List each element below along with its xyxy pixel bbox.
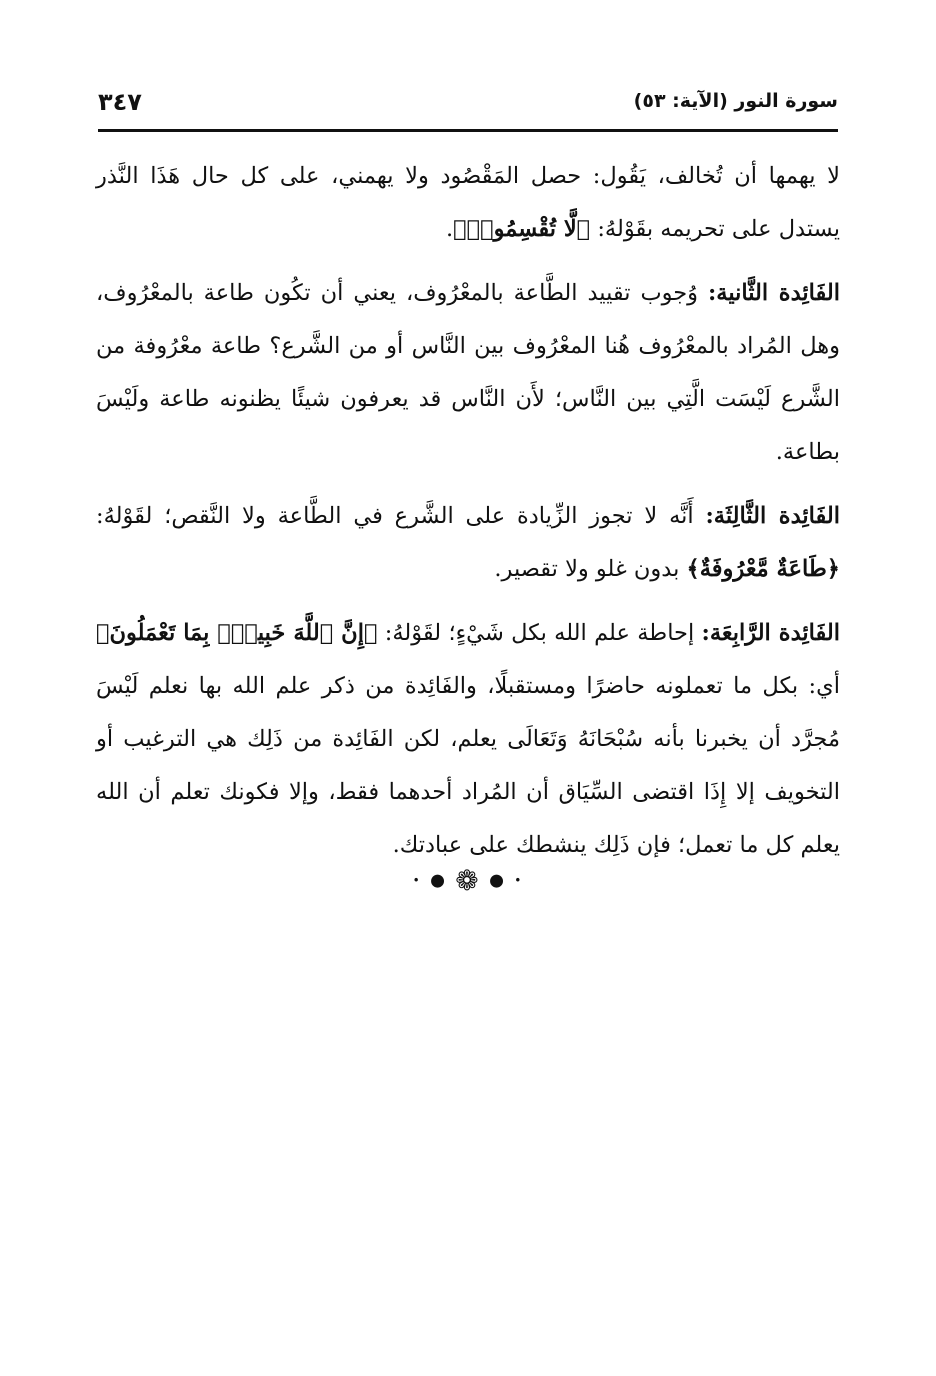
- paragraph-3-text: أَنَّه لا تجوز الزِّيادة على الشَّرع في الطَّاعة ولا النَّقص؛ لقَوْلهُ:: [96, 503, 706, 529]
- ornament-dot-icon: •: [514, 873, 524, 888]
- quran-quote-3: ﴿إِنَّ ٱللَّهَ خَبِيرٌۢ بِمَا تَعْمَلُونَ﴾: [96, 620, 378, 646]
- running-title: سورة النور (الآية: ٥٣): [633, 90, 838, 112]
- page-header: [98, 84, 838, 124]
- benefit-heading-3: الفَائِدة الثَّالِثَة:: [705, 503, 840, 529]
- paragraph-4-text: إحاطة علم الله بكل شَيْءٍ؛ لقَوْلهُ:: [377, 620, 702, 646]
- quran-quote-1: ﴿لَّا تُقْسِمُوا۟﴾: [453, 216, 591, 242]
- paragraph-1-tail: .: [445, 216, 454, 242]
- ornament-flower-icon: ❁: [455, 864, 481, 897]
- paragraph-1-text: لا يهمها أن تُخالف، يَقُول: حصل المَقْصُود ولا يهمني، على كل حال هَذَا النَّذر يستدل على تحريمه بقَوْلهُ:: [96, 163, 840, 242]
- paragraph-1: [96, 150, 840, 256]
- paragraph-4: [96, 607, 840, 872]
- paragraph-4-tail: أي: بكل ما تعملونه حاضرًا ومستقبلًا، والفَائِدة من ذكر علم الله بها نعلم لَيْسَ مُجرَّد أن يخبرنا بأنه سُبْحَانَهُ وَتَعَالَى يعلم، لكن الفَائِدة من ذَلِك هي الترغيب أو التخويف إلا إِذَا اقتضى السِّيَاق أن المُراد أحدهما فقط، وإلا فكونك تعلم أن الله يعلم كل ما تعمل؛ فإن ذَلِك ينشطك على عبادتك.: [96, 673, 840, 858]
- paragraph-3-tail: بدون غلو ولا تقصير.: [494, 556, 687, 582]
- paragraph-2-text: وُجوب تقييد الطَّاعة بالمعْرُوف، يعني أن تكُون طاعة بالمعْرُوف، وهل المُراد بالمعْرُوف هُنا المعْرُوف بين النَّاس أو من الشَّرع؟ طاعة معْرُوفة من الشَّرع لَيْسَت الَّتِي بين النَّاس؛ لأَن النَّاس قد يعرفون شيئًا يظنونه طاعة ولَيْسَ بطاعة.: [96, 280, 840, 465]
- benefit-heading-4: الفَائِدة الرَّابِعَة:: [701, 620, 841, 646]
- section-end-ornament: [0, 864, 936, 897]
- page-number: ٣٤٧: [98, 88, 142, 116]
- ornament-dot-icon: •: [412, 873, 422, 888]
- benefit-heading-2: الفَائِدة الثَّانية:: [707, 280, 840, 306]
- ornament-dot-icon: ●: [430, 870, 447, 891]
- ornament-dot-icon: ●: [489, 870, 506, 891]
- paragraph-2: [96, 267, 840, 479]
- quran-quote-2: ﴿طَاعَةٌ مَّعْرُوفَةٌ﴾: [686, 556, 840, 582]
- page-body: [96, 150, 840, 883]
- paragraph-3: [96, 490, 840, 596]
- header-divider: [98, 129, 838, 132]
